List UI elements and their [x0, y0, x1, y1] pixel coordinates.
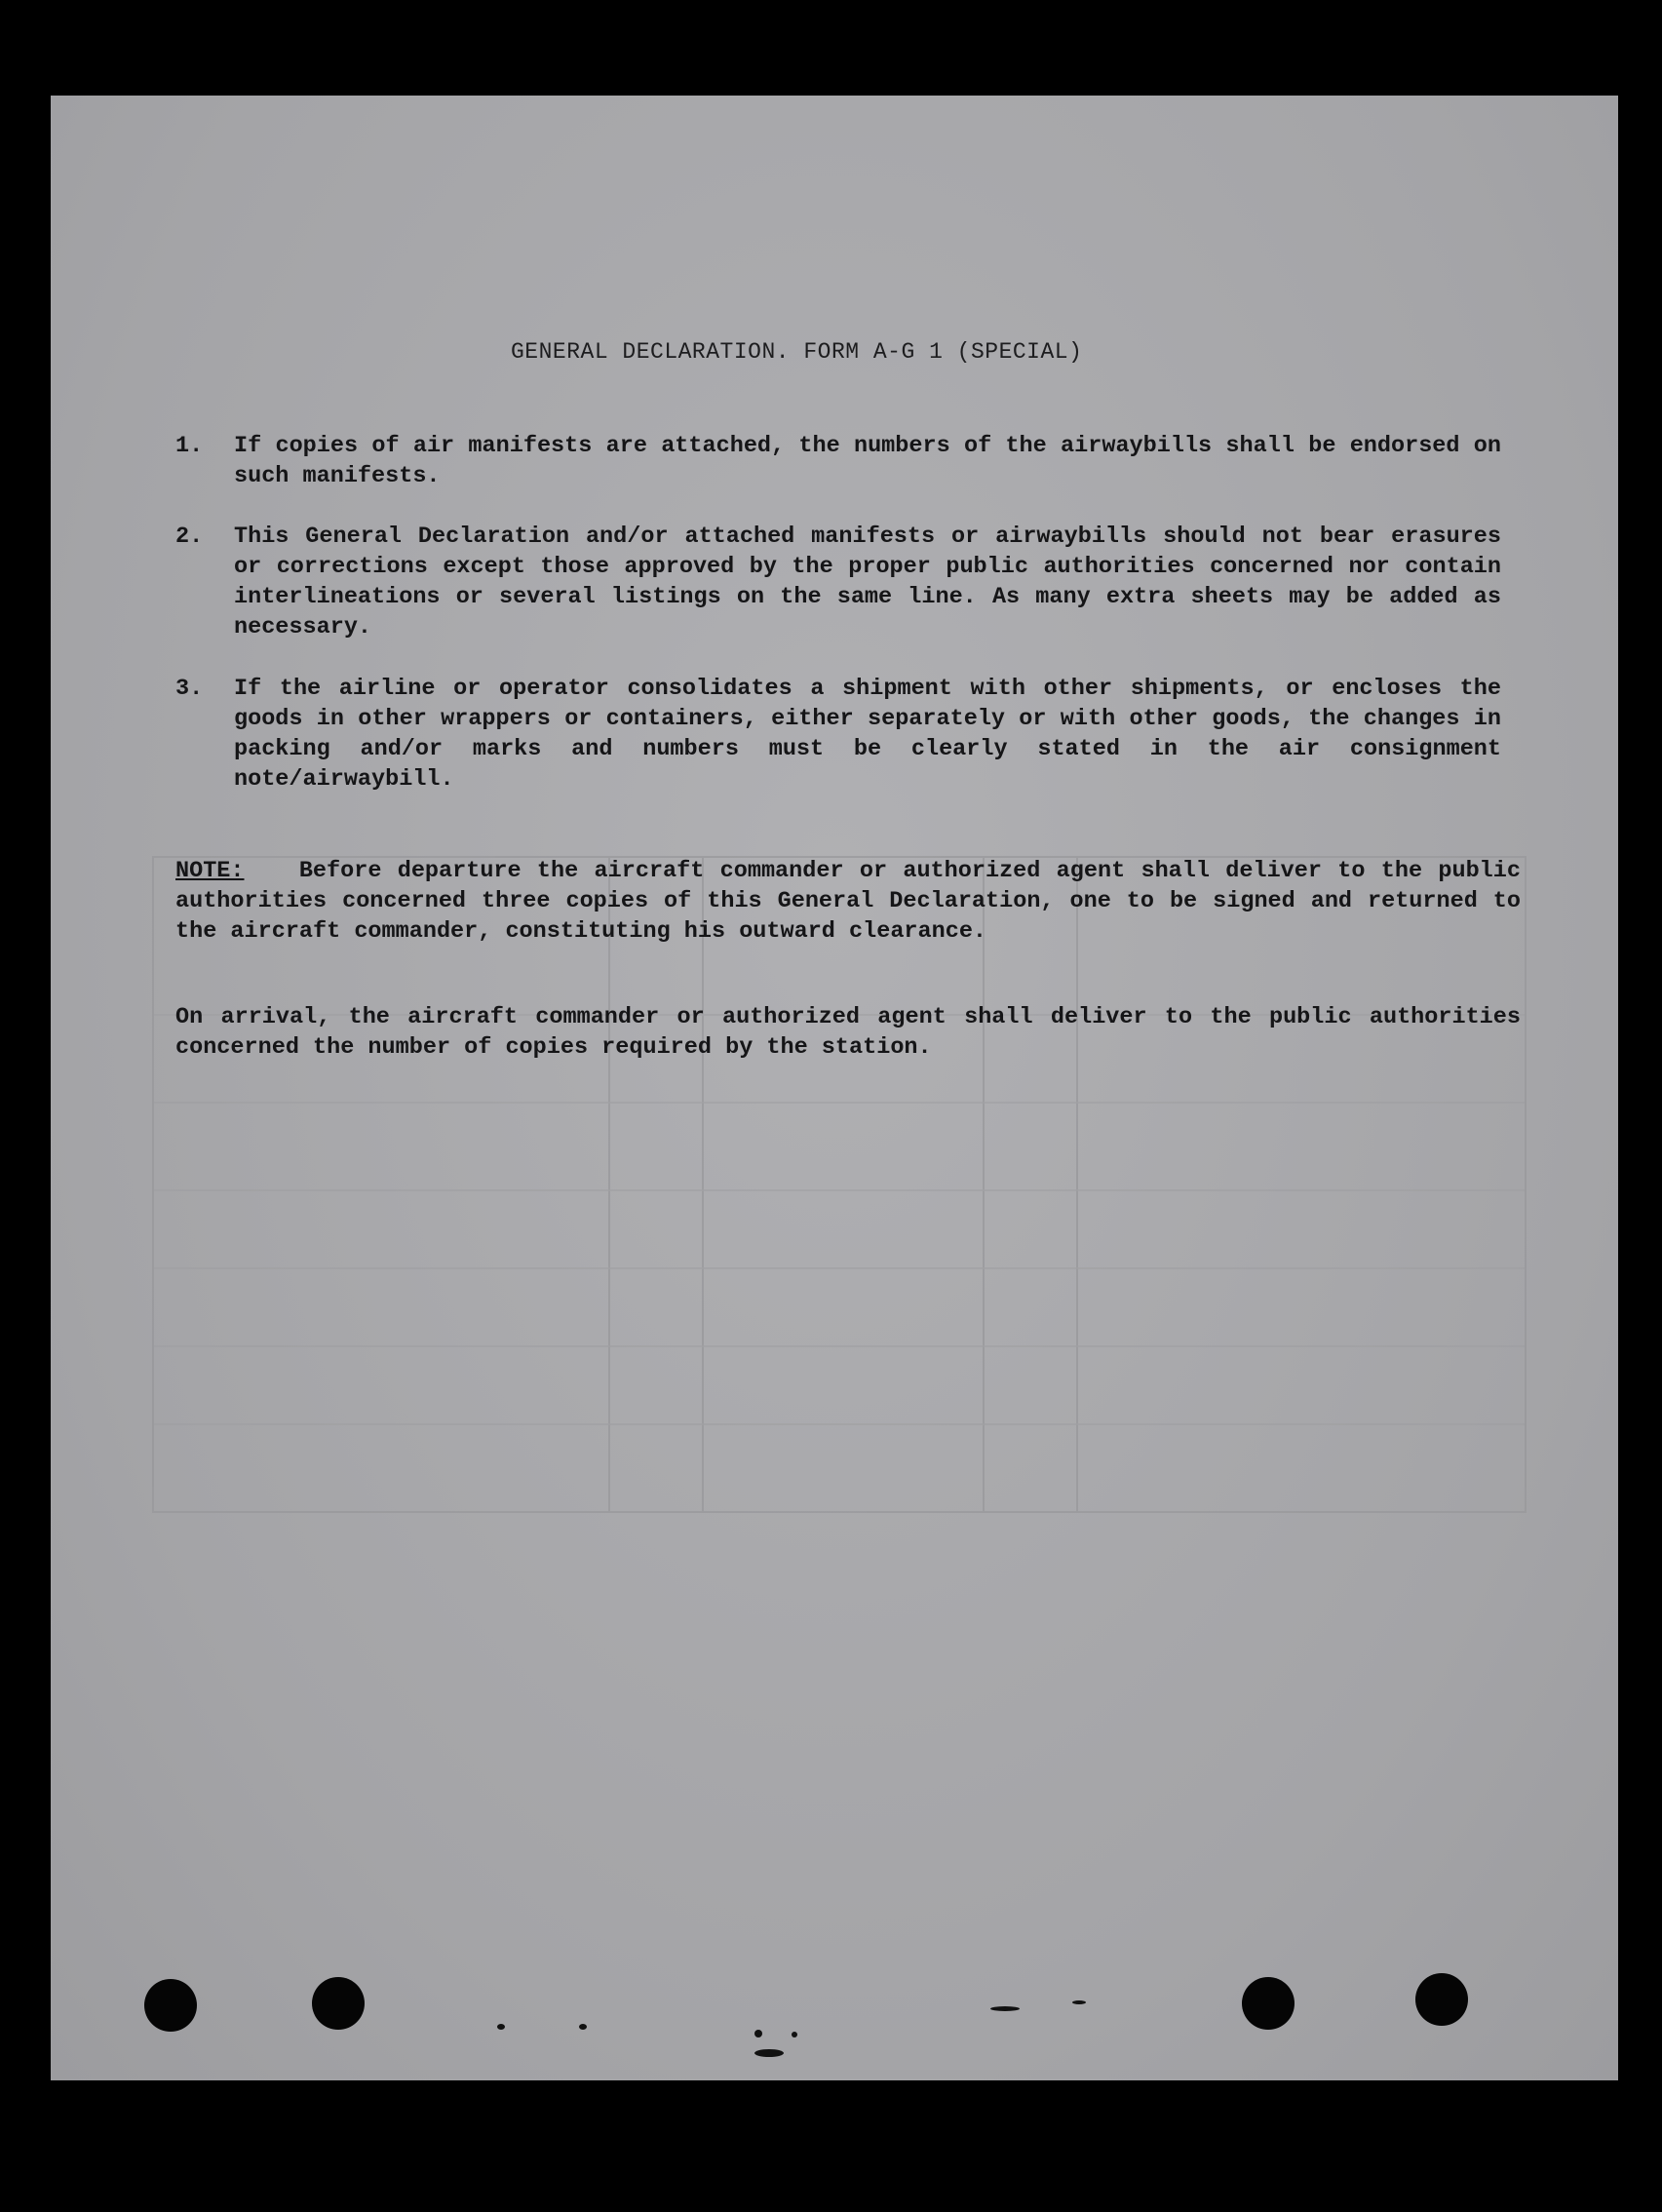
bleed-through-line	[154, 1102, 1525, 1104]
bleed-through-line	[154, 1189, 1525, 1191]
speck	[497, 2024, 505, 2030]
bleed-through-line	[154, 1267, 1525, 1269]
note-label: NOTE:	[175, 858, 245, 884]
note-paragraph	[175, 856, 1521, 947]
instruction-text: If the airline or operator consolidates a shipment with other shipments, or encloses the goods in other wrappers or containers, either separately or with other goods, the changes in packing and/or marks and numbers must be clearly stated in the air consignment note/airwaybill.	[234, 676, 1501, 793]
punch-hole	[312, 1977, 365, 2030]
instruction-number: 2.	[175, 524, 204, 550]
bleed-through-grid	[152, 856, 1527, 1513]
instruction-item-2	[175, 522, 1501, 642]
instruction-text: This General Declaration and/or attached manifests or airwaybills should not bear erasures or corrections except those approved by the proper public authorities concerned nor contain interlineations or several listings on the same line. As many extra sheets may be added as necessary.	[234, 524, 1501, 640]
bleed-through-line	[608, 858, 610, 1511]
punch-hole	[144, 1979, 197, 2032]
bleed-through-line	[702, 858, 704, 1511]
punch-hole	[1415, 1973, 1468, 2026]
instruction-number: 1.	[175, 433, 204, 459]
speck	[754, 2049, 784, 2057]
speck	[579, 2024, 587, 2030]
instruction-item-3	[175, 674, 1501, 795]
instruction-number: 3.	[175, 676, 204, 702]
bleed-through-line	[983, 858, 985, 1511]
arrival-paragraph: On arrival, the aircraft commander or authorized agent shall deliver to the public authorities concerned the number of copies required by the station.	[175, 1004, 1521, 1061]
speck	[754, 2030, 762, 2037]
instruction-text: If copies of air manifests are attached, the numbers of the airwaybills shall be endorsed on such manifests.	[234, 433, 1501, 489]
bleed-through-line	[154, 1423, 1525, 1425]
bleed-through-line	[154, 1345, 1525, 1347]
instruction-item-1	[175, 431, 1501, 491]
speck	[990, 2006, 1020, 2011]
note-text: Before departure the aircraft commander or authorized agent shall deliver to the public authorities concerned three copies of this General Declaration, one to be signed and returned to the aircraft commander, constituting his outward clearance.	[175, 858, 1521, 945]
bleed-through-line	[1076, 858, 1078, 1511]
document-sheet	[51, 96, 1618, 2080]
speck	[1072, 2000, 1086, 2004]
punch-hole	[1242, 1977, 1295, 2030]
speck	[792, 2032, 797, 2037]
document-title: GENERAL DECLARATION. FORM A-G 1 (SPECIAL)	[511, 339, 1083, 365]
